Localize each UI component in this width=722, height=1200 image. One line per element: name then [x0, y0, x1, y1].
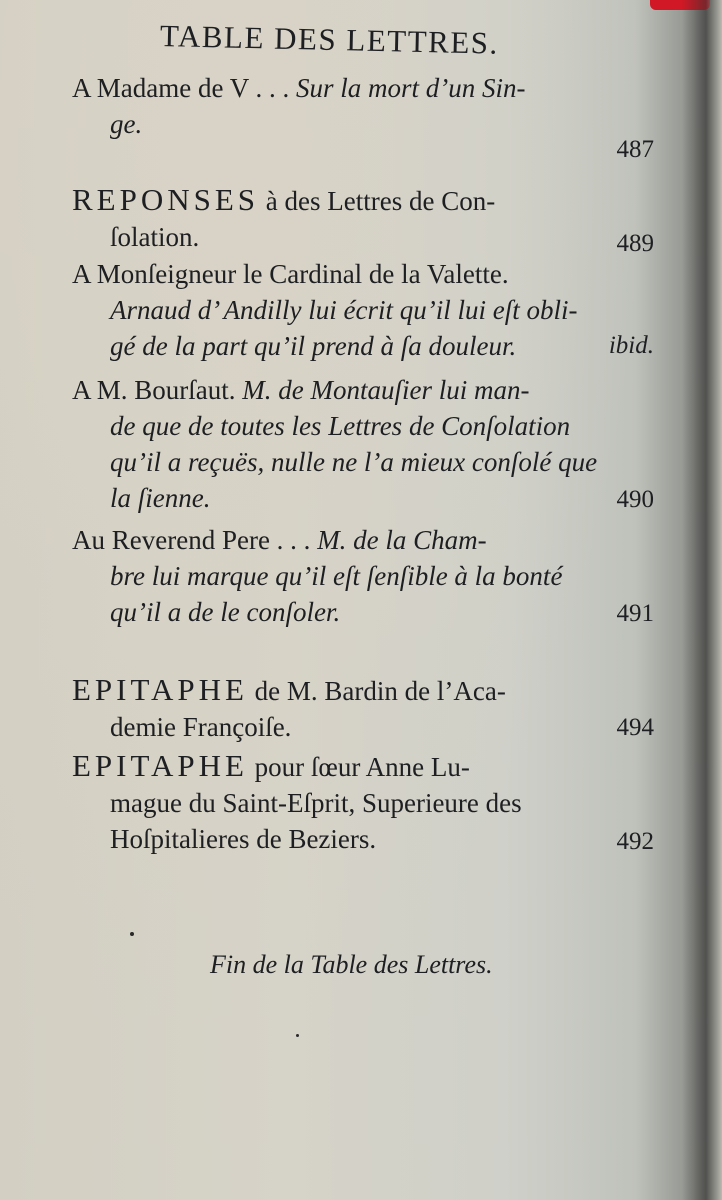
- entry-title-cont: demie Françoiſe.: [110, 712, 292, 742]
- toc-entry-reponses: [72, 182, 682, 255]
- entry-title: pour ſœur Anne Lu-: [247, 752, 470, 782]
- entry-title: A Madame de V . . .: [72, 73, 290, 103]
- section-title: EPITAPHE: [72, 672, 248, 707]
- entry-title: Au Reverend Pere . . .: [72, 525, 311, 555]
- page-number: ibid.: [608, 332, 654, 359]
- entry-summary: Sur la mort d’un Sin-: [289, 73, 526, 103]
- page-number: 487: [616, 136, 654, 163]
- page-number: 491: [616, 600, 654, 627]
- entry-summary: M. de Montauſier lui man-: [235, 375, 530, 405]
- entry-title: A Monſeigneur le Cardinal de la Valette.: [72, 259, 509, 289]
- table-end-note: Fin de la Table des Lettres.: [210, 950, 493, 979]
- section-title: EPITAPHE: [72, 748, 248, 783]
- entry-title: de M. Bardin de l’Aca-: [247, 676, 506, 706]
- page-number: 490: [616, 486, 654, 513]
- entry-title-cont: Hoſpitalieres de Beziers.: [110, 824, 377, 854]
- entry-title-cont: ſolation.: [110, 222, 200, 252]
- entry-summary: M. de la Cham-: [310, 525, 487, 555]
- entry-summary-cont: qu’il a de le conſoler.: [110, 597, 341, 627]
- page-gutter-shadow: [682, 0, 722, 1200]
- entry-summary: Arnaud d’ Andilly lui écrit qu’il lui eſt obli-: [110, 295, 578, 325]
- page-number: 489: [616, 230, 654, 257]
- toc-entry-epitaphe-lumague: [72, 748, 682, 857]
- page-number: 492: [616, 828, 654, 855]
- entry-summary-cont: qu’il a reçuës, nulle ne l’a mieux conſolé que: [110, 447, 598, 477]
- ink-speck: [296, 1034, 299, 1037]
- toc-entry-reverend-pere: [72, 522, 682, 630]
- entry-summary-cont: la ſienne.: [110, 483, 211, 513]
- entry-title: à des Lettres de Con-: [259, 186, 496, 216]
- entry-title: A M. Bourſaut.: [72, 375, 236, 405]
- toc-entry-boursaut: [72, 372, 682, 516]
- page-number: 494: [616, 714, 654, 741]
- toc-entry-cardinal-valette: [72, 256, 682, 364]
- entry-summary-cont: gé de la part qu’il prend à ſa douleur.: [110, 331, 517, 361]
- entry-summary-cont: bre lui marque qu’il eſt ſenſible à la bonté: [110, 561, 563, 591]
- section-title: REPONSES: [72, 182, 260, 217]
- ink-speck: [130, 932, 134, 936]
- entry-summary-cont: ge.: [110, 109, 143, 139]
- page-heading: TABLE DES LETTRES.: [159, 18, 500, 61]
- toc-entry-epitaphe-bardin: [72, 672, 682, 745]
- toc-entry-madame-de-v: [72, 70, 682, 163]
- entry-title-cont: mague du Saint-Eſprit, Superieure des: [110, 788, 522, 818]
- entry-summary-cont: de que de toutes les Lettres de Conſolation: [110, 411, 571, 441]
